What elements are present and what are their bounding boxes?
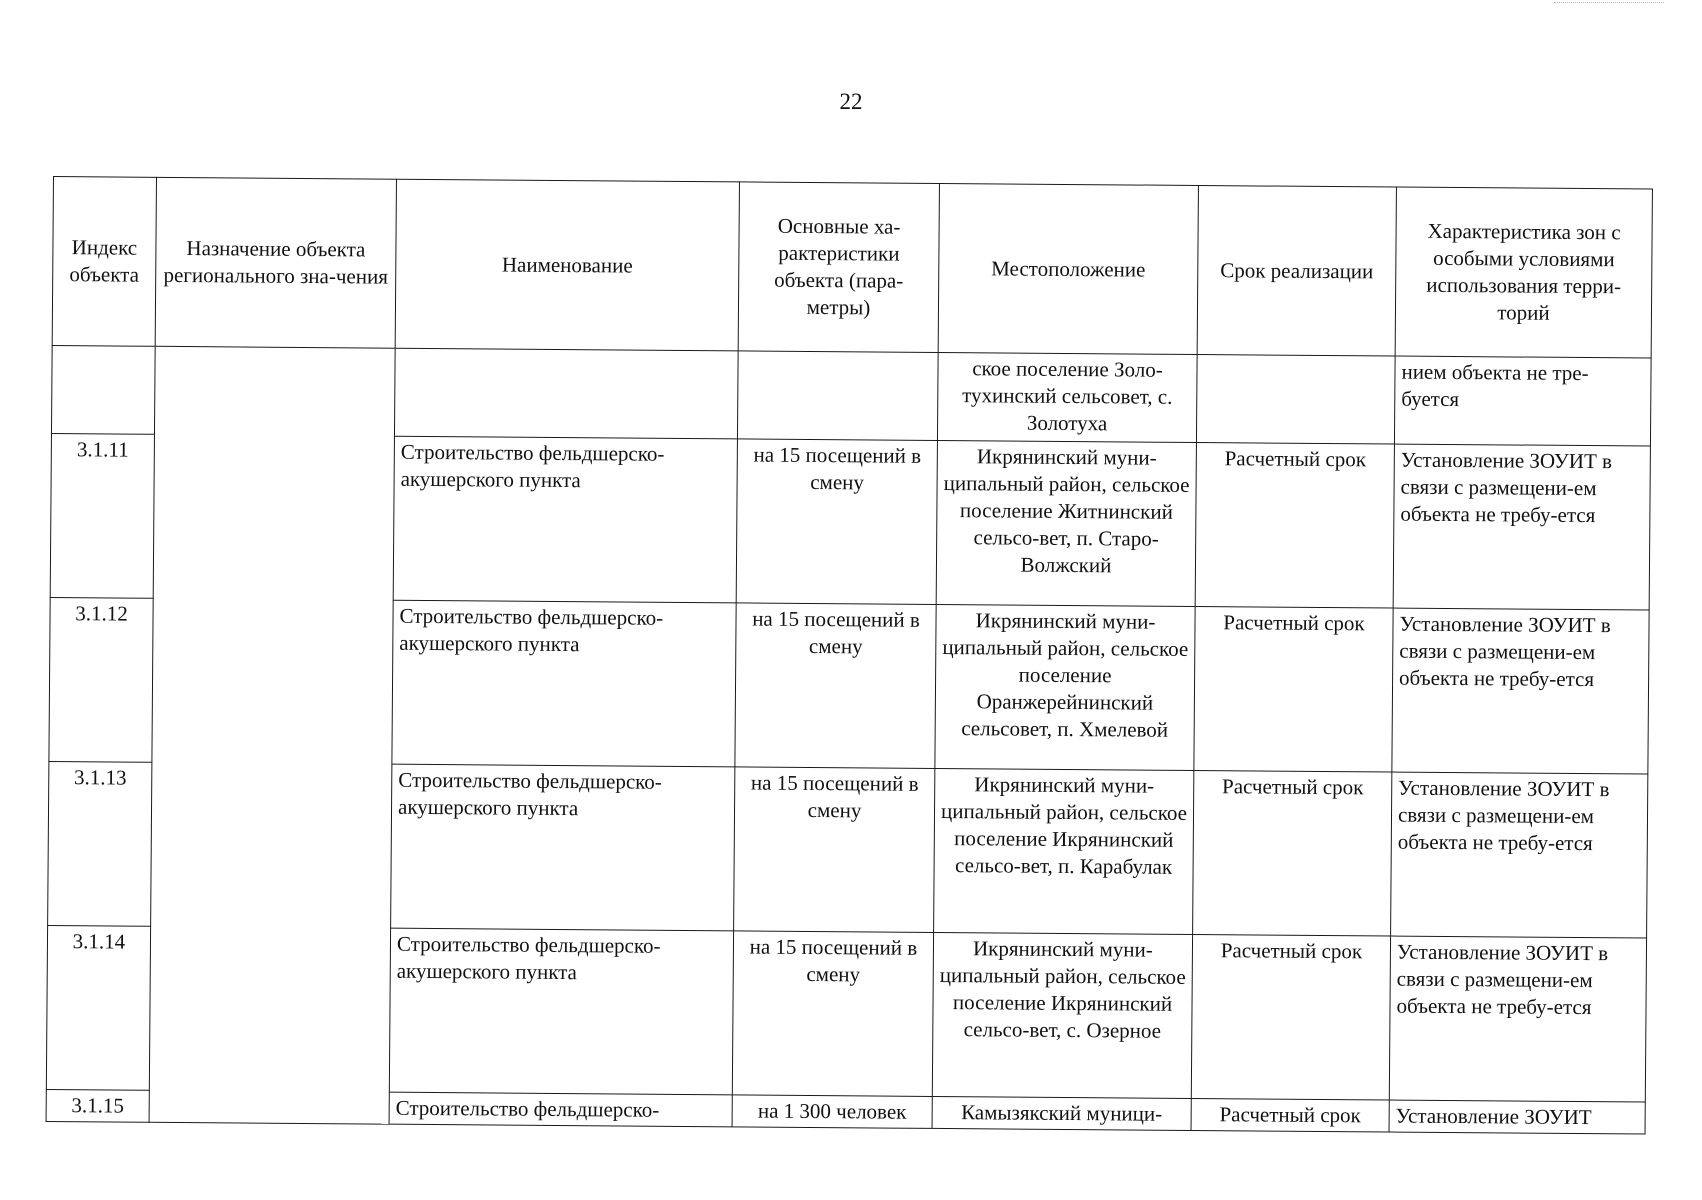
cell-index: 3.1.15 [46, 1089, 149, 1122]
cell-location: ское поселение Золо-тухинский сельсовет, с. Золотуха [937, 352, 1197, 442]
table-header-row [52, 177, 1652, 359]
header-name: Наименование [395, 179, 739, 351]
cell-name: Строительство фельдшерско-акушерского пункта [389, 928, 733, 1095]
cell-location: Икрянинский муни-ципальный район, сельское поселение Житнинский сельсо-вет, п. Старо-Волжский [936, 440, 1196, 606]
cell-name: Строительство фельдшерско- [389, 1092, 732, 1127]
cell-zones: Установление ЗОУИТ в связи с размещени-ем объекта не требу-ется [1392, 608, 1649, 774]
document-sheet [46, 176, 1653, 1135]
cell-name [394, 348, 738, 439]
cell-location: Икрянинский муни-ципальный район, сельское поселение Икрянинский сельсо-вет, п. Карабулак [934, 768, 1194, 934]
page-number: 22 [839, 89, 863, 114]
cell-index: 3.1.14 [46, 925, 150, 1090]
header-zones: Характеристика зон с особыми условиями использования терри-торий [1395, 187, 1652, 358]
header-index: Индекс объекта [52, 177, 156, 347]
cell-term: Расчетный срок [1194, 606, 1393, 772]
cell-zones: Установление ЗОУИТ в связи с размещени-ем объекта не требу-ется [1391, 772, 1648, 938]
cell-location: Икрянинский муни-ципальный район, сельское поселение Оранжерейнинский сельсовет, п. Хмелевой [935, 604, 1195, 770]
cell-term: Расчетный срок [1195, 442, 1394, 608]
cell-name: Строительство фельдшерско-акушерского пункта [392, 600, 736, 767]
cell-name: Строительство фельдшерско-акушерского пункта [393, 436, 737, 603]
cell-index: 3.1.12 [49, 597, 153, 762]
cell-zones: Установление ЗОУИТ в связи с размещени-ем объекта не требу-ется [1389, 936, 1646, 1102]
scan-corner-marks [1554, 2, 1664, 7]
cell-index: 3.1.13 [48, 761, 152, 926]
table-row-continuation [51, 345, 1651, 446]
cell-params: на 15 посещений в смену [732, 931, 933, 1097]
header-purpose: Назначение объекта регионального зна-чения [155, 177, 396, 348]
cell-params: на 15 посещений в смену [736, 439, 937, 605]
header-location: Местоположение [938, 183, 1198, 354]
cell-params: на 15 посещений в смену [734, 767, 935, 933]
cell-name: Строительство фельдшерско-акушерского пункта [391, 764, 735, 931]
objects-table [46, 176, 1653, 1135]
cell-params [737, 351, 938, 441]
cell-term: Расчетный срок [1191, 934, 1390, 1100]
cell-term: Расчетный срок [1191, 1098, 1389, 1132]
cell-location: Икрянинский муни-ципальный район, сельское поселение Икрянинский сельсо-вет, с. Озерное [932, 932, 1192, 1098]
cell-term [1196, 354, 1395, 444]
cell-purpose-merged [149, 346, 395, 1124]
cell-term: Расчетный срок [1193, 770, 1392, 936]
cell-index [51, 345, 155, 434]
cell-zones: Установление ЗОУИТ в связи с размещени-ем объекта не требу-ется [1393, 444, 1650, 610]
cell-location: Камызякский муници- [932, 1096, 1191, 1130]
cell-params: на 15 посещений в смену [735, 603, 936, 769]
cell-zones: нием объекта не тре-буется [1394, 356, 1651, 446]
cell-params: на 1 300 человек [732, 1095, 932, 1129]
header-term: Срок реализации [1197, 185, 1396, 356]
cell-index: 3.1.11 [50, 433, 154, 598]
cell-zones: Установление ЗОУИТ [1389, 1100, 1645, 1134]
header-params: Основные ха-рактеристики объекта (пара-метры) [738, 182, 939, 353]
